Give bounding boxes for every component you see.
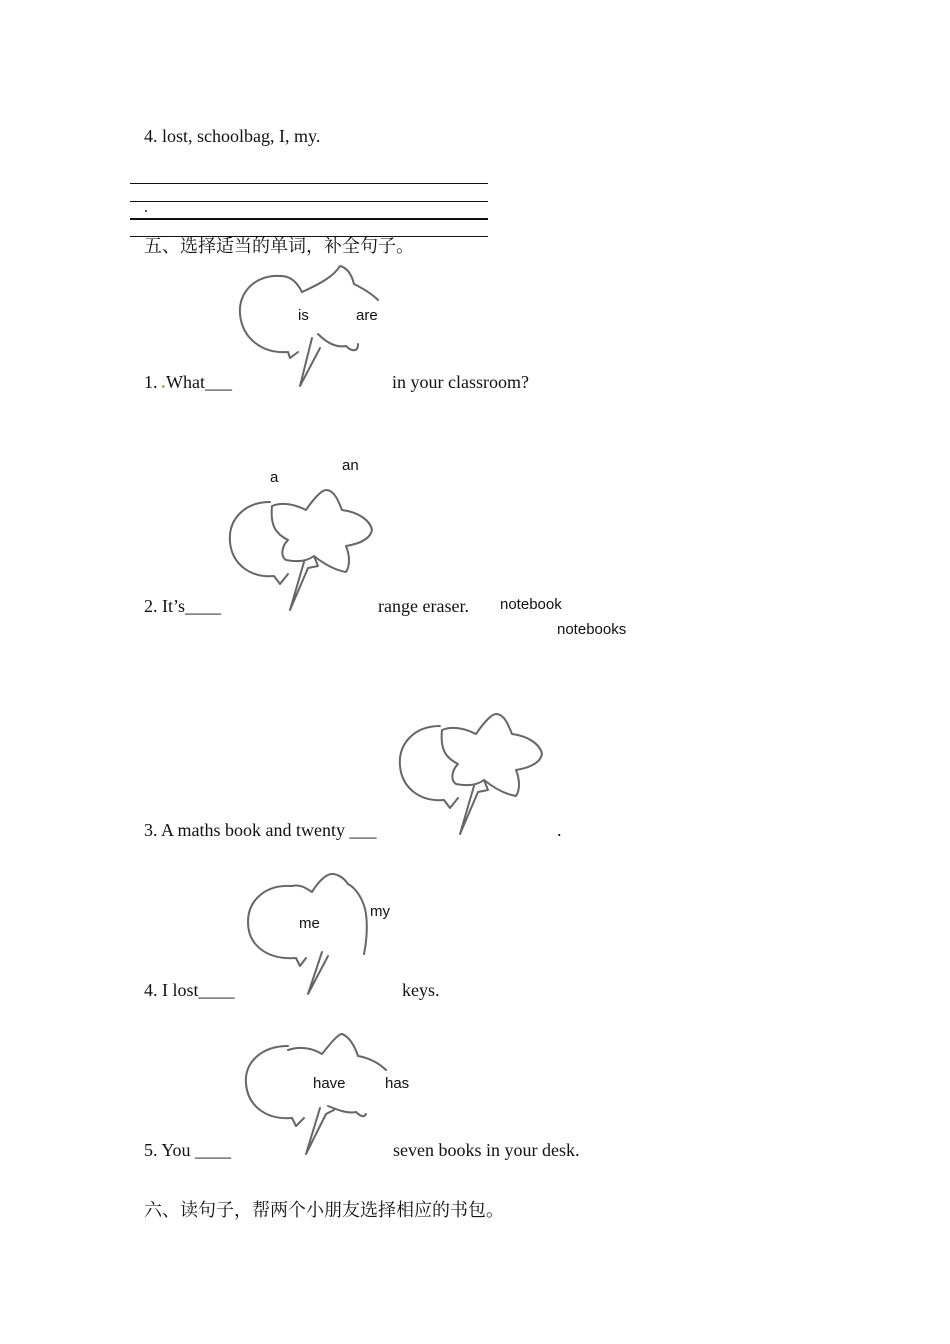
question-4-scramble: 4. lost, schoolbag, I, my. [144, 126, 321, 146]
item-1-start: What___ [166, 372, 232, 392]
option-notebook[interactable]: notebook [500, 596, 562, 613]
speech-bubble-1 [236, 262, 386, 390]
item-2-end: range eraser. [378, 596, 469, 616]
speech-bubble-4 [244, 870, 374, 996]
item-4-end: keys. [402, 980, 440, 1000]
option-a[interactable]: a [270, 469, 279, 486]
answer-line [130, 183, 488, 184]
speech-bubble-3 [396, 710, 548, 838]
item-5-start: 5. You ____ [144, 1140, 232, 1160]
option-me[interactable]: me [299, 915, 320, 932]
speech-bubble-5 [242, 1030, 392, 1158]
item-2-start: 2. It’s____ [144, 596, 222, 616]
section-6-heading: 六、读句子，帮两个小朋友选择相应的书包。 [144, 1200, 504, 1220]
option-notebooks[interactable]: notebooks [557, 621, 627, 638]
option-are[interactable]: are [356, 307, 378, 324]
section-5-heading: 五、选择适当的单词，补全句子。 [144, 236, 414, 256]
option-have[interactable]: have [313, 1075, 346, 1092]
speech-bubble-2 [226, 486, 378, 614]
option-an[interactable]: an [342, 457, 359, 474]
item-1-end: in your classroom? [392, 372, 529, 392]
decorative-dot: . [161, 372, 166, 392]
line-dot: . [144, 199, 148, 216]
item-1-number: 1. [144, 372, 158, 392]
option-has[interactable]: has [385, 1075, 410, 1092]
option-is[interactable]: is [298, 307, 309, 324]
item-3-start: 3. A maths book and twenty ___ [144, 820, 377, 840]
item-4-start: 4. I lost____ [144, 980, 235, 1000]
item-5-end: seven books in your desk. [393, 1140, 580, 1160]
item-3-end: . [557, 820, 562, 840]
answer-line [130, 201, 488, 202]
option-my[interactable]: my [370, 903, 390, 920]
answer-line [130, 218, 488, 220]
